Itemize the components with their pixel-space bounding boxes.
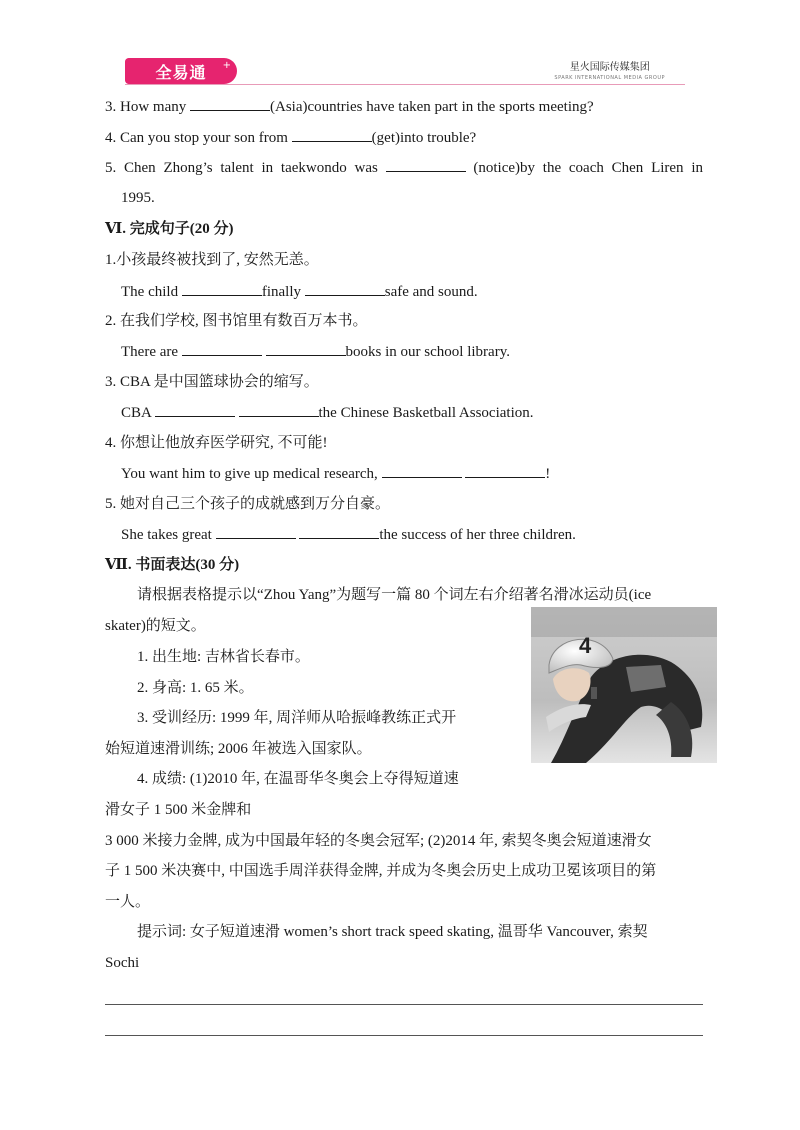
logo-star: + (222, 60, 231, 71)
question-5-continued: 1995. (121, 190, 155, 206)
logo-text: 全易通 (155, 62, 207, 82)
sentence-3-english (121, 402, 533, 423)
writing-prompt-line-1: 请根据表格提示以“Zhou Yang”为题写一篇 80 个词左右介绍著名滑冰运动员(ice (137, 587, 652, 603)
sentence-5-chinese: 5. 她对自己三个孩子的成就感到万分自豪。 (105, 496, 391, 512)
answer-writing-line[interactable] (105, 1035, 703, 1036)
answer-blank[interactable] (299, 524, 379, 539)
answer-blank[interactable] (182, 281, 262, 296)
sentence-1-english (121, 281, 478, 302)
hint-words-a: 提示词: 女子短道速滑 women’s short track speed skating, 温哥华 Vancouver, 索契 (137, 924, 648, 940)
answer-blank[interactable] (216, 524, 296, 539)
page-header (105, 56, 705, 86)
point-4-achievements-c: 3 000 米接力金牌, 成为中国最年轻的冬奥会冠军; (2)2014 年, 索契冬奥会短道速滑女 (105, 833, 652, 849)
sentence-4-chinese: 4. 你想让他放弃医学研究, 不可能! (105, 435, 328, 451)
sentence-4-english (121, 463, 550, 484)
sentence-3-part-c: the Chinese Basketball Association. (318, 405, 534, 421)
header-divider (125, 84, 685, 85)
point-4-achievements-d: 子 1 500 米决赛中, 中国选手周洋获得金牌, 并成为冬奥会历史上成功卫冕该项目的第 (105, 863, 657, 879)
section-6-title: Ⅵ. 完成句子(20 分) (105, 221, 234, 237)
sentence-5-part-c: the success of her three children. (379, 527, 576, 543)
question-3 (105, 96, 594, 117)
answer-blank[interactable] (465, 463, 545, 478)
skater-photo (531, 607, 717, 763)
skater-illustration (531, 607, 717, 763)
question-4-text-a: 4. Can you stop your son from (105, 130, 292, 146)
question-5-text-b: (notice)by the coach Chen Liren in (473, 160, 703, 176)
answer-blank[interactable] (382, 463, 462, 478)
question-5-text-a: 5. Chen Zhong’s talent in taekwondo was (105, 160, 386, 176)
point-1-birthplace: 1. 出生地: 吉林省长春市。 (137, 649, 310, 665)
sentence-4-part-c: ! (545, 466, 551, 482)
sentence-3-part-a: CBA (121, 405, 155, 421)
sentence-1-chinese: 1.小孩最终被找到了, 安然无恙。 (105, 252, 319, 268)
sentence-3-chinese: 3. CBA 是中国篮球协会的缩写。 (105, 374, 319, 390)
question-5 (105, 157, 703, 178)
sentence-5-part-a: She takes great (121, 527, 216, 543)
sentence-4-part-a: You want him to give up medical research, (121, 466, 382, 482)
sentence-2-part-c: books in our school library. (345, 344, 510, 360)
answer-blank[interactable] (292, 127, 372, 142)
answer-blank[interactable] (305, 281, 385, 296)
point-3-training-b: 始短道速滑训练; 2006 年被选入国家队。 (105, 741, 372, 757)
publisher-text: 星火国际传媒集团 (569, 62, 650, 73)
question-3-text-b: (Asia)countries have taken part in the sports meeting? (270, 99, 594, 115)
answer-blank[interactable] (386, 157, 466, 172)
question-3-text-a: 3. How many (105, 99, 190, 115)
publisher-name (554, 62, 665, 84)
sentence-1-part-c: safe and sound. (384, 284, 478, 300)
point-4-achievements-b: 滑女子 1 500 米金牌和 (105, 802, 252, 818)
answer-blank[interactable] (266, 341, 346, 356)
point-4-achievements-a: 4. 成绩: (1)2010 年, 在温哥华冬奥会上夺得短道速 (137, 771, 459, 787)
question-4-text-b: (get)into trouble? (371, 130, 477, 146)
helmet-number: 4 (579, 633, 592, 658)
sentence-1-part-a: The child (121, 284, 182, 300)
answer-blank[interactable] (155, 402, 235, 417)
answer-blank[interactable] (182, 341, 262, 356)
point-2-height: 2. 身高: 1. 65 米。 (137, 680, 254, 696)
sentence-2-chinese: 2. 在我们学校, 图书馆里有数百万本书。 (105, 313, 368, 329)
brand-logo (125, 58, 237, 84)
sentence-2-part-a: There are (121, 344, 182, 360)
point-4-achievements-e: 一人。 (105, 894, 151, 910)
answer-blank[interactable] (239, 402, 319, 417)
sentence-2-english (121, 341, 510, 362)
question-4 (105, 127, 476, 148)
point-3-training-a: 3. 受训经历: 1999 年, 周洋师从哈振峰教练正式开 (137, 710, 457, 726)
publisher-subtext: SPARK INTERNATIONAL MEDIA GROUP (554, 75, 665, 81)
writing-prompt-line-2: skater)的短文。 (105, 618, 206, 634)
section-7-title: Ⅶ. 书面表达(30 分) (105, 557, 240, 573)
hint-words-b: Sochi (105, 955, 140, 971)
sentence-1-part-b: finally (261, 284, 305, 300)
answer-writing-line[interactable] (105, 1004, 703, 1005)
answer-blank[interactable] (190, 96, 270, 111)
sentence-5-english (121, 524, 576, 545)
